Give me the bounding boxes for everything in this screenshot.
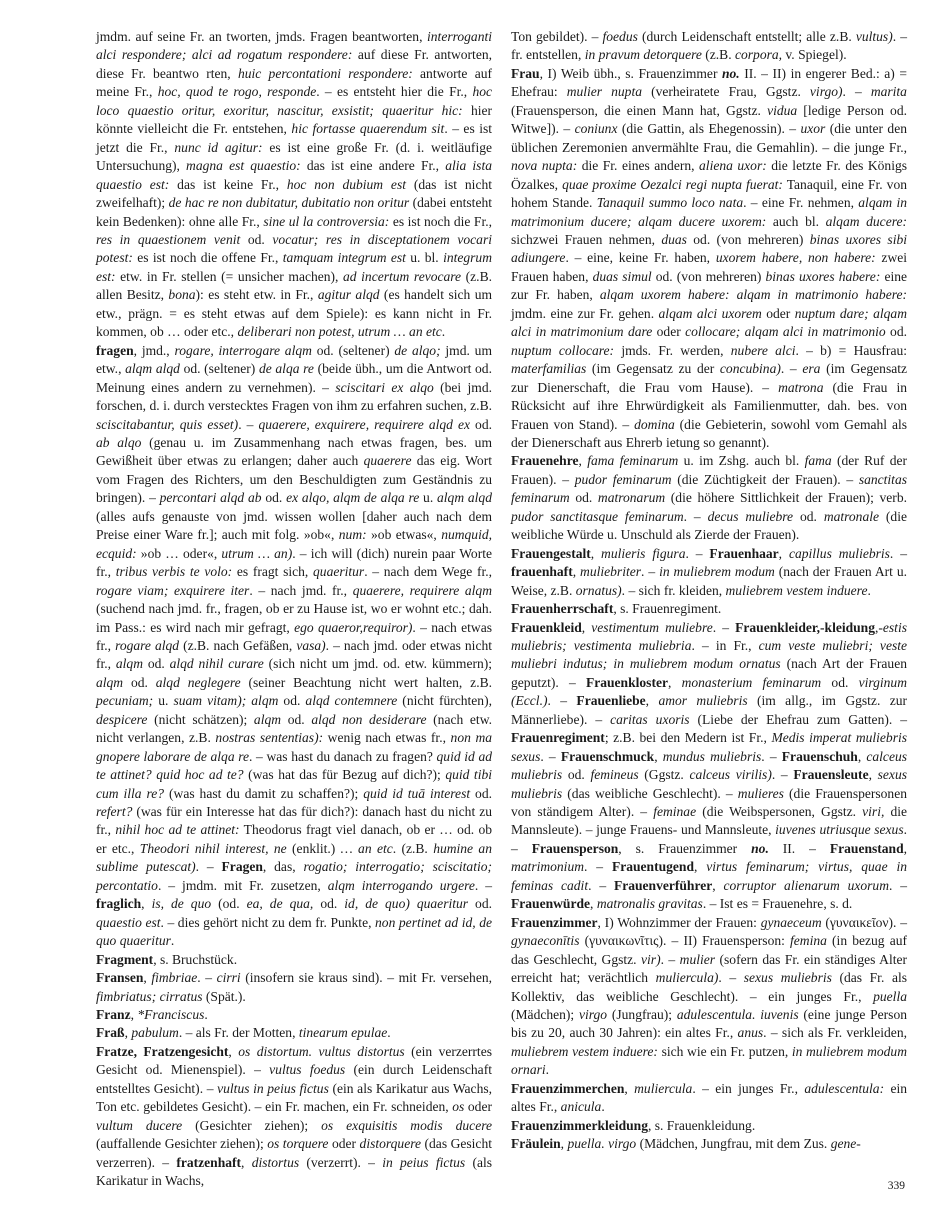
entry: Frauenzimmerchen, muliercula. – ein junges Fr., adulescentula: ein altes Fr., anicula. xyxy=(511,1080,908,1115)
entry: Frauenehre, fama feminarum u. im Zshg. auch bl. fama (der Ruf der Frauen). – pudor feminarum (die Züchtigkeit der Frauen). – sanctitas feminarum od. matronarum (die höhere Sittlichkeit der Frauen); verb. pudor sanctitasque feminarum. – decus muliebre od. matronale (die weibliche Würde u. Unschuld als Zierde der Frauen). xyxy=(511,453,908,543)
entry: fragen, jmd., rogare, interrogare alqm od. (seltener) de alqo; jmd. um etw., alqm alqd od. (seltener) de alqa re (beide übh., um die Antwort od. Meinung eines andern zu vernehmen). – sciscitari ex alqo (bei jmd. forschen, d. i. durch verstecktes Fragen von ihm zu erfahren suchen, z.B. sciscitabantur, quis esset). – quaerere, exquirere, requirere alqd ex od. ab alqo (genau u. im Zusammenhang nach etwas fragen, bes. um Gewißheit über etwas zu erlangen; daher auch quaerere das eig. Wort vom Fragen des Richters, um den Beschuldigten zum Geständnis zu bringen). – percontari alqd ab od. ex alqo, alqm de alqa re u. alqm alqd (alles aufs genauste von jmd. wissen wollen [daher auch nach dem Preise einer Ware fr.]; auch mit folg. »ob«, num: »ob etwas«, numquid, ecquid: »ob … oder«, utrum … an). – ich will (dich) nurein paar Worte fr., tribus verbis te volo: es fragt sich, quaeritur. – nach dem Wege fr., rogare viam; exquirere iter. – nach jmd. fr., quaerere, requirere alqm (suchend nach jmd. fr., fragen, ob er zu Hause ist, wo er wohnt etc.; dah. im Pass.: es wird nach mir gefragt, ego quaeror,requiror). – nach etwas fr., rogare alqd (z.B. nach Gefäßen, vasa). – nach jmd. oder etwas nicht fr., alqm od. alqd nihil curare (sich nicht um jmd. od. etw. kümmern); alqm od. alqd neglegere (seiner Beachtung nicht wert halten, z.B. pecuniam; u. suam vitam); alqm od. alqd contemnere (nicht fürchten), despicere (nicht schätzen); alqm od. alqd non desiderare (nach etw. nicht verlangen, z.B. nostras sententias): wenig nach etwas fr., non ma gnopere laborare de alqa re. – was hast du danach zu fragen? quid id ad te attinet? quid hoc ad te? (was hat das für Bezug auf dich?); quid tibi cum illa re? (was hast du damit zu schaffen?); quid id tuā interest od. refert? (was für ein Interesse hat das für dich?): danach hast du nicht zu fr., nihil hoc ad te attinet: Theodorus fragt viel danach, ob er … od. ob er etc., Theodori nihil interest, ne (enklit.) … an etc. (z.B. humine an sublime putescat). – Fragen, das, rogatio; interrogatio; sciscitatio; percontatio. – jmdm. mit Fr. zusetzen, alqm interrogando urgere. – fraglich, is, de quo (od. ea, de qua, od. id, de quo) quaeritur od. quaestio est. – dies gehört nicht zu dem fr. Punkte, non pertinet ad id, de quo quaeritur. xyxy=(96,342,493,949)
entry: jmdm. auf seine Fr. an tworten, jmds. Fragen beantworten, interroganti alci respondere; alci ad rogatum respondere: auf diese Fr. antworten, diese Fr. beantwo rten, huic percontationi respondere: antworte auf meine Fr., hoc, quod te rogo, responde. – es entsteht hier die Fr., hoc loco quaestio oritur, exoritur, nascitur, exsistit; quaeritur hic: hier könnte vielleicht die Fr. entstehen, hic fortasse quaerendum sit. – es ist jetzt die Fr., nunc id agitur: es ist eine große Fr. (d. i. weitläufige Untersuchung), magna est quaestio: das ist eine andere Fr., alia ista quaestio est: das ist keine Fr., hoc non dubium est (das ist nicht zweifelhaft); de hac re non dubitatur, dubitatio non oritur (dabei entsteht kein Bedenken): ohne alle Fr., sine ul la controversia: es ist noch die Fr., res in quaestionem venit od. vocatur; res in disceptationem vocari potest: es ist noch die offene Fr., tamquam integrum est u. bl. integrum est: etw. in Fr. stellen (= unsicher machen), ad incertum revocare (z.B. allen Besitz, bona): es steht etw. in Fr., agitur alqd (es handelt sich um etw., prägn. = es steht etwas auf dem Spiele): es kann nicht in Fr. kommen, ob … oder etc., deliberari non potest, utrum … an etc. xyxy=(96,29,493,340)
entry: Frauenzimmer, I) Wohnzimmer der Frauen: gynaeceum (γυναικεῖον). – gynaeconītis (γυναικωνῖτις). – II) Frauensperson: femina (in bezug auf das Geschlecht, Ggstz. vir). – mulier (sofern das Fr. ein ständiges Alter erreicht hat; verächtlich muliercula). – sexus muliebris (das Fr. als Kollektiv, das weibliche Geschlecht). – ein junges Fr., puella (Mädchen); virgo (Jungfrau); adulescentula. iuvenis (eine junge Person bis zu 20, auch 30 Jahren): ein altes Fr., anus. – sich als Fr. verkleiden, muliebrem vestem induere: sich wie ein Fr. putzen, in muliebrem modum ornari. xyxy=(511,914,907,1078)
entry: Fragment, s. Bruchstück. xyxy=(96,951,238,967)
page-number: 339 xyxy=(887,1180,905,1192)
entry: Frauenzimmerkleidung, s. Frauenkleidung. xyxy=(511,1117,756,1133)
entry: Franz, *Franciscus. xyxy=(96,1007,208,1023)
left-column xyxy=(96,28,492,1191)
entry: Fratze, Fratzengesicht, os distortum. vultus distortus (ein verzerrtes Gesicht od. Mienenspiel). – vultus foedus (ein durch Leidenschaft entstelltes Gesicht). – vultus in peius fictus (ein als Karikatur aus Wachs, Ton etc. gebildetes Gesicht). – ein Fr. machen, ein Fr. schneiden, os oder vultum ducere (Gesichter ziehen); os exquisitis modis ducere (auffallende Gesichter ziehen); os torquere oder distorquere (das Gesicht verzerren). – fratzenhaft, distortus (verzerrt). – in peius fictus (als Karikatur in Wachs, xyxy=(96,1043,493,1189)
entry: Frauenkleid, vestimentum muliebre. – Frauenkleider,-kleidung,-estis muliebris; vestimenta muliebria. – in Fr., cum veste muliebri; veste muliebri indutus; in muliebrem modum ornatus (nach Art der Frauen geputzt). – Frauenkloster, monasterium feminarum od. virginum (Eccl.). – Frauenliebe, amor muliebris (im allg., im Ggstz. zur Männerliebe). – caritas uxoris (Liebe der Ehefrau zum Gatten). – Frauenregiment; z.B. bei den Medern ist Fr., Medis imperat muliebris sexus. – Frauenschmuck, mundus muliebris. – Frauenschuh, calceus muliebris od. femineus (Ggstz. calceus virilis). – Frauensleute, sexus muliebris (das weibliche Geschlecht). – mulieres (die Frauenspersonen von ständigem Alter). – feminae (die Weibspersonen, Ggstz. viri, die Mannsleute). – junge Frauens- und Mannsleute, iuvenes utriusque sexus. – Frauensperson, s. Frauenzimmer no. II. – Frauenstand, matrimonium. – Frauentugend, virtus feminarum; virtus, quae in feminas cadit. – Frauenverführer, corruptor alienarum uxorum. – Frauenwürde, matronalis gravitas. – Ist es = Frauenehre, s. d. xyxy=(511,619,908,912)
right-column xyxy=(511,28,907,1154)
entry: Frauengestalt, mulieris figura. – Frauenhaar, capillus muliebris. – frauenhaft, muliebriter. – in muliebrem modum (nach der Frauen Art u. Weise, z.B. ornatus). – sich fr. kleiden, muliebrem vestem induere. xyxy=(511,545,907,598)
entry: Frauenherrschaft, s. Frauenregiment. xyxy=(511,601,722,617)
entry: Fransen, fimbriae. – cirri (insofern sie kraus sind). – mit Fr. versehen, fimbriatus; cirratus (Spät.). xyxy=(96,970,492,1004)
entry: Fräulein, puella. virgo (Mädchen, Jungfrau, mit dem Zus. gene- xyxy=(511,1136,861,1152)
entry: Ton gebildet). – foedus (durch Leidenschaft entstellt; alle z.B. vultus). – fr. entstellen, in pravum detorquere (z.B. corpora, v. Spiegel). xyxy=(511,29,907,63)
entry: Frau, I) Weib übh., s. Frauenzimmer no. II. – II) in engerer Bed.: a) = Ehefrau: mulier nupta (verheiratete Frau, Ggstz. virgo). – marita (Frauensperson, die einen Mann hat, Ggstz. vidua [ledige Person od. Witwe]). – coniunx (die Gattin, als Ehegenossin). – uxor (die unter den üblichen Zeremonien anvermählte Frau, die Gemahlin). – die junge Fr., nova nupta: die Fr. eines andern, aliena uxor: die letzte Fr. des Königs Özalkes, quae proxime Oezalci regi nupta fuerat: Tanaquil, eine Fr. von hohem Stande. Tanaquil summo loco nata. – eine Fr. nehmen, alqam in matrimonium ducere; alqam ducere uxorem: auch bl. alqam ducere: sichzwei Frauen nehmen, duas od. (von mehreren) binas uxores sibi adiungere. – eine, keine Fr. haben, uxorem habere, non habere: zwei Frauen haben, duas simul od. (von mehreren) binas uxores habere: eine zur Fr. haben, alqam uxorem habere: alqam in matrimonio habere: jmdm. eine zur Fr. gehen. alqam alci uxorem oder nuptum dare; alqam alci in matrimonium dare oder collocare; alqam alci in matrimonio od. nuptum collocare: jmds. Fr. werden, nubere alci. – b) = Hausfrau: materfamilias (im Gegensatz zu der concubina). – era (im Gegensatz zur Dienerschaft, die Frau vom Hause). – matrona (die Frau in Rücksicht auf ihre Ehrwürdigkeit als Familienmutter, dah. bes. von Frauen von Stand). – domina (die Gebieterin, sowohl vom Gemahl als der Dienerschaft aus Ehrerb ietung so genannt). xyxy=(511,65,908,450)
entry: Fraß, pabulum. – als Fr. der Motten, tinearum epulae. xyxy=(96,1025,391,1041)
